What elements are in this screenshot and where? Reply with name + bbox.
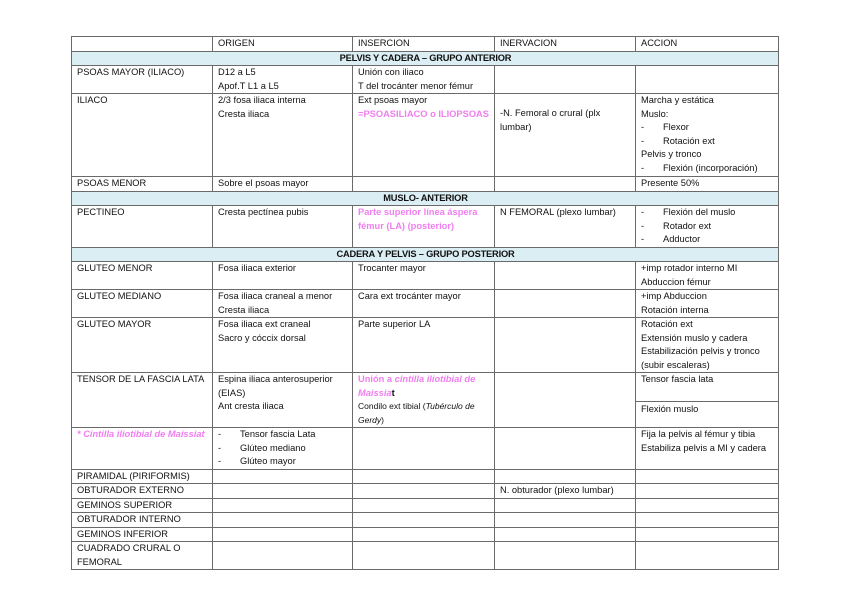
accion-cell xyxy=(636,94,779,177)
section-row xyxy=(72,51,779,66)
origen-cell xyxy=(213,542,353,570)
insercion-line: Unión con iliaco xyxy=(358,67,424,77)
inervacion-cell xyxy=(495,290,636,318)
table-row xyxy=(72,373,779,428)
insercion-cell xyxy=(353,542,495,570)
muscle-name: OBTURADOR EXTERNO xyxy=(72,484,213,499)
section-title-cadera-posterior: CADERA Y PELVIS – GRUPO POSTERIOR xyxy=(72,247,779,262)
origen-cell xyxy=(213,498,353,513)
accion-cell xyxy=(636,469,779,484)
muscle-name: ILIACO xyxy=(72,94,213,177)
insercion-line: Unión a cintilla iliotibial de Maissiat xyxy=(358,374,476,398)
inervacion-cell xyxy=(495,177,636,192)
accion-bullet: - Flexor xyxy=(641,122,689,132)
inervacion-cell xyxy=(495,527,636,542)
insercion-cell xyxy=(353,484,495,499)
accion-cell xyxy=(636,498,779,513)
accion-line: +imp rotador interno MI xyxy=(641,263,738,273)
inervacion-cell xyxy=(495,542,636,570)
section-title-pelvis-anterior: PELVIS Y CADERA – GRUPO ANTERIOR xyxy=(72,51,779,66)
accion-cell: Presente 50% xyxy=(636,177,779,192)
header-inervacion: INERVACION xyxy=(495,37,636,52)
inervacion-cell xyxy=(495,428,636,470)
origen-cell xyxy=(213,513,353,528)
inervacion-cell xyxy=(495,373,636,428)
insercion-cell xyxy=(353,498,495,513)
accion-cell xyxy=(636,484,779,499)
accion-line: (subir escaleras) xyxy=(641,359,710,370)
insercion-cell xyxy=(353,527,495,542)
inervacion-cell xyxy=(495,94,636,177)
table-row xyxy=(72,484,779,499)
iliopsoas-highlight: PSOASILIACO o ILIOPSOAS xyxy=(363,108,489,119)
origen-cell xyxy=(213,484,353,499)
section-row xyxy=(72,191,779,206)
table-row xyxy=(72,469,779,484)
header-muscle xyxy=(72,37,213,52)
insercion-line: T del trocánter menor fémur xyxy=(358,80,474,91)
inervacion-cell: N FEMORAL (plexo lumbar) xyxy=(495,206,636,248)
origen-cell xyxy=(213,290,353,318)
origen-line: Sacro y cóccix dorsal xyxy=(218,332,306,343)
origen-cell xyxy=(213,66,353,94)
insercion-cell: Parte superior LA xyxy=(353,318,495,373)
origen-line: Ant cresta iliaca xyxy=(218,401,284,411)
insercion-cell xyxy=(353,373,495,428)
accion-cell xyxy=(636,542,779,570)
origen-line: D12 a L5 xyxy=(218,67,256,77)
accion-bullet: - Rotador ext xyxy=(641,220,712,231)
origen-line: Cresta iliaca xyxy=(218,108,270,119)
muscle-name: * Cintilla iliotibial de Maissiat xyxy=(72,428,213,470)
origen-cell: Fosa iliaca exterior xyxy=(213,262,353,290)
header-row xyxy=(72,37,779,52)
accion-bullet: - Adductor xyxy=(641,234,701,244)
muscle-name: TENSOR DE LA FASCIA LATA xyxy=(72,373,213,428)
insercion-cell xyxy=(353,206,495,248)
insercion-cell xyxy=(353,177,495,192)
header-accion: ACCION xyxy=(636,37,779,52)
accion-line: Estabiliza pelvis a MI y cadera xyxy=(641,442,767,453)
table-row xyxy=(72,428,779,470)
muscle-name: PECTINEO xyxy=(72,206,213,248)
accion-cell xyxy=(636,318,779,373)
insercion-cell xyxy=(353,469,495,484)
cintilla-highlight: cintilla iliotibial de Maissia xyxy=(358,374,476,398)
section-title-muslo-anterior: MUSLO- ANTERIOR xyxy=(72,191,779,206)
origen-cell xyxy=(213,94,353,177)
origen-cell xyxy=(213,469,353,484)
inervacion-cell xyxy=(495,498,636,513)
origen-cell xyxy=(213,318,353,373)
accion-bullet: - Flexión del muslo xyxy=(641,207,736,217)
origen-cell: Cresta pectínea pubis xyxy=(213,206,353,248)
table-row xyxy=(72,542,779,570)
insercion-cell: Cara ext trocánter mayor xyxy=(353,290,495,318)
accion-cell xyxy=(636,206,779,248)
accion-line: Fija la pelvis al fémur y tibia xyxy=(641,429,756,439)
origen-bullet: - Glúteo mediano xyxy=(218,442,306,453)
insercion-cell xyxy=(353,66,495,94)
muscle-name: GLUTEO MENOR xyxy=(72,262,213,290)
table-row xyxy=(72,177,779,192)
origen-cell xyxy=(213,527,353,542)
origen-line: Apof.T L1 a L5 xyxy=(218,80,279,91)
insercion-line xyxy=(358,108,490,122)
accion-cell xyxy=(636,513,779,528)
table-row xyxy=(72,527,779,542)
accion-cell xyxy=(636,262,779,290)
muscle-name: PIRAMIDAL (PIRIFORMIS) xyxy=(72,469,213,484)
muscle-name: PSOAS MENOR xyxy=(72,177,213,192)
accion-bullet: - Flexión (incorporación) xyxy=(641,162,758,173)
insercion-cell xyxy=(353,94,495,177)
origen-cell xyxy=(213,428,353,470)
inervacion-text: -N. Femoral o crural (plx lumbar) xyxy=(500,108,601,132)
inervacion-cell xyxy=(495,469,636,484)
table-row xyxy=(72,262,779,290)
accion-cell xyxy=(636,527,779,542)
inervacion-cell xyxy=(495,513,636,528)
table-row xyxy=(72,290,779,318)
muscle-name: GEMINOS INFERIOR xyxy=(72,527,213,542)
origen-line: Fosa iliaca ext craneal xyxy=(218,319,311,329)
accion-cell xyxy=(636,373,779,428)
table-row xyxy=(72,206,779,248)
origen-bullet: - Tensor fascia Lata xyxy=(218,429,316,439)
insercion-line: Ext psoas mayor xyxy=(358,95,428,105)
table-row xyxy=(72,66,779,94)
accion-line: Rotación ext xyxy=(641,319,693,329)
insercion-cell: Trocanter mayor xyxy=(353,262,495,290)
accion-line: Tensor fascia lata xyxy=(636,373,778,402)
accion-line: Estabilización pelvis y tronco xyxy=(641,346,760,356)
origen-line: Fosa iliaca craneal a menor xyxy=(218,291,333,301)
muscle-name: GLUTEO MEDIANO xyxy=(72,290,213,318)
equals-sign: = xyxy=(358,108,364,119)
section-row xyxy=(72,247,779,262)
table-row xyxy=(72,498,779,513)
accion-line: Muslo: xyxy=(641,108,669,119)
table-row xyxy=(72,94,779,177)
origen-line: 2/3 fosa iliaca interna xyxy=(218,95,306,105)
accion-line: Flexión muslo xyxy=(641,404,699,414)
origen-line: Espina iliaca anterosuperior (EIAS) xyxy=(218,374,333,398)
inervacion-cell xyxy=(495,318,636,373)
insercion-cell xyxy=(353,428,495,470)
muscle-name: OBTURADOR INTERNO xyxy=(72,513,213,528)
muscle-name: GLUTEO MAYOR xyxy=(72,318,213,373)
origen-cell: Sobre el psoas mayor xyxy=(213,177,353,192)
muscle-table xyxy=(71,36,779,570)
accion-line: Extensión muslo y cadera xyxy=(641,332,748,343)
inervacion-cell xyxy=(495,262,636,290)
muscle-name: GEMINOS SUPERIOR xyxy=(72,498,213,513)
insercion-highlight: Parte superior línea áspera fémur (LA) (posterior) xyxy=(358,207,478,231)
accion-line: Rotación interna xyxy=(641,304,709,315)
origen-bullet: - Glúteo mayor xyxy=(218,456,296,466)
table-row xyxy=(72,318,779,373)
inervacion-cell: N. obturador (plexo lumbar) xyxy=(495,484,636,499)
origen-cell xyxy=(213,373,353,428)
insercion-cell xyxy=(353,513,495,528)
insercion-line: Condilo ext tibial (Tubérculo de Gerdy) xyxy=(358,401,475,425)
accion-line: Marcha y estática xyxy=(641,95,714,105)
muscle-name: PSOAS MAYOR (ILIACO) xyxy=(72,66,213,94)
header-insercion: INSERCION xyxy=(353,37,495,52)
origen-line: Cresta iliaca xyxy=(218,304,270,315)
muscle-name: CUADRADO CRURAL O FEMORAL xyxy=(72,542,213,570)
accion-cell xyxy=(636,428,779,470)
accion-line: Abduccion fémur xyxy=(641,276,711,287)
accion-line: +imp Abduccion xyxy=(641,291,707,301)
header-origen: ORIGEN xyxy=(213,37,353,52)
accion-line: Pelvis y tronco xyxy=(641,149,702,159)
table-row xyxy=(72,513,779,528)
accion-bullet: - Rotación ext xyxy=(641,135,715,146)
accion-cell xyxy=(636,66,779,94)
accion-cell xyxy=(636,290,779,318)
inervacion-cell xyxy=(495,66,636,94)
